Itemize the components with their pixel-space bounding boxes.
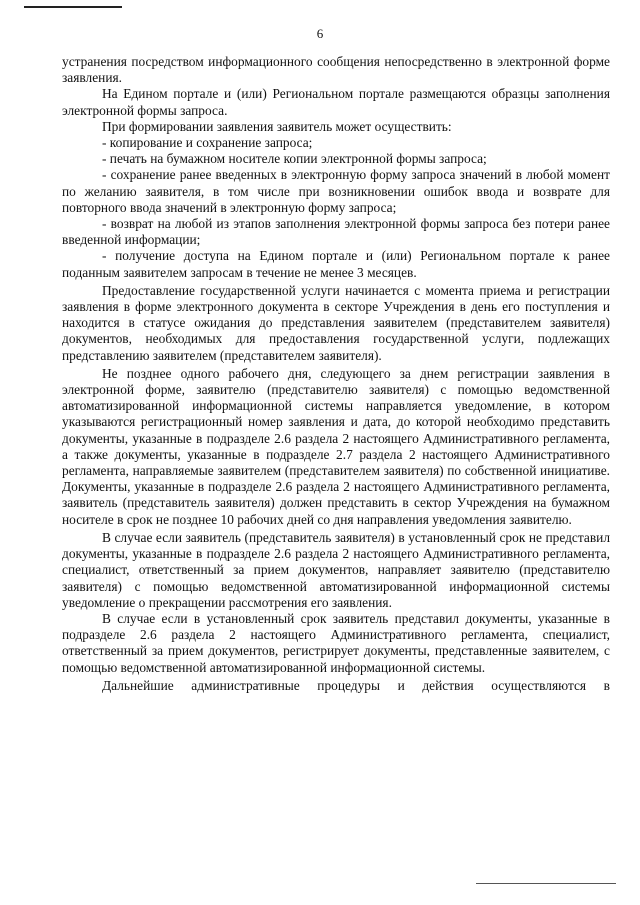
paragraph: Предоставление государственной услуги начинается с момента приема и регистрации заявления в форме электронного документа в секторе Учреждения в день его поступления и находится в статусе ожидания до представления заявителем (представителем заявителя) документов, необходимых для предоставления государственной услуги, подлежащих представлению заявителем (представителем заявителя).: [62, 282, 610, 363]
paragraph: Не позднее одного рабочего дня, следующего за днем регистрации заявления в электронной форме, заявителю (представителю заявителя) с помощью ведомственной автоматизированной информационной системы направляется уведомление, в котором указываются регистрационный номер заявления и дата, до которой необходимо представить документы, указанные в подразделе 2.6 раздела 2 настоящего Административного регламента, а также документы, указанные в подразделе 2.7 раздела 2 настоящего Административного регламента, направляемые заявителем (представителем заявителя) по собственной инициативе. Документы, указанные в подразделе 2.6 раздела 2 настоящего Административного регламента, заявитель (представитель заявителя) должен представить в сектор Учреждения на бумажном носителе в срок не позднее 10 рабочих дней со дня направления уведомления заявителю.: [62, 365, 610, 527]
paragraph: Дальнейшие административные процедуры и действия осуществляются в: [102, 677, 610, 693]
list-item: - получение доступа на Едином портале и (или) Региональном портале к ранее поданным заявителем запросам в течение не менее 3 месяцев.: [62, 248, 610, 280]
document-body: [62, 54, 610, 694]
paragraph: На Едином портале и (или) Региональном портале размещаются образцы заполнения электронной формы запроса.: [62, 86, 610, 118]
paragraph: При формировании заявления заявитель может осуществить:: [102, 118, 452, 134]
paragraph: В случае если заявитель (представитель заявителя) в установленный срок не представил документы, указанные в подразделе 2.6 раздела 2 настоящего Административного регламента, специалист, ответственный за прием документов, направляет заявителю (представителю заявителя) с помощью ведомственной автоматизированной информационной системы уведомление о прекращении рассмотрения его заявления.: [62, 529, 610, 610]
paragraph: устранения посредством информационного сообщения непосредственно в электронной форме заявления.: [62, 54, 610, 86]
list-item: - копирование и сохранение запроса;: [102, 135, 313, 151]
paragraph: В случае если в установленный срок заявитель представил документы, указанные в подразделе 2.6 раздела 2 настоящего Административного регламента, специалист, ответственный за прием документов, регистрирует документы, представленные заявителем, с помощью ведомственной автоматизированной информационной системы.: [62, 610, 610, 675]
list-item: - печать на бумажном носителе копии электронной формы запроса;: [102, 151, 487, 167]
page-number: 6: [316, 26, 324, 41]
list-item: - возврат на любой из этапов заполнения электронной формы запроса без потери ранее введенной информации;: [62, 216, 610, 248]
list-item: - сохранение ранее введенных в электронную форму запроса значений в любой момент по желанию заявителя, в том числе при возникновении ошибок ввода и возврате для повторного ввода значений в электронную форму запроса;: [62, 167, 610, 215]
scan-edge-mark: [24, 6, 122, 8]
footer-rule: [476, 883, 616, 884]
